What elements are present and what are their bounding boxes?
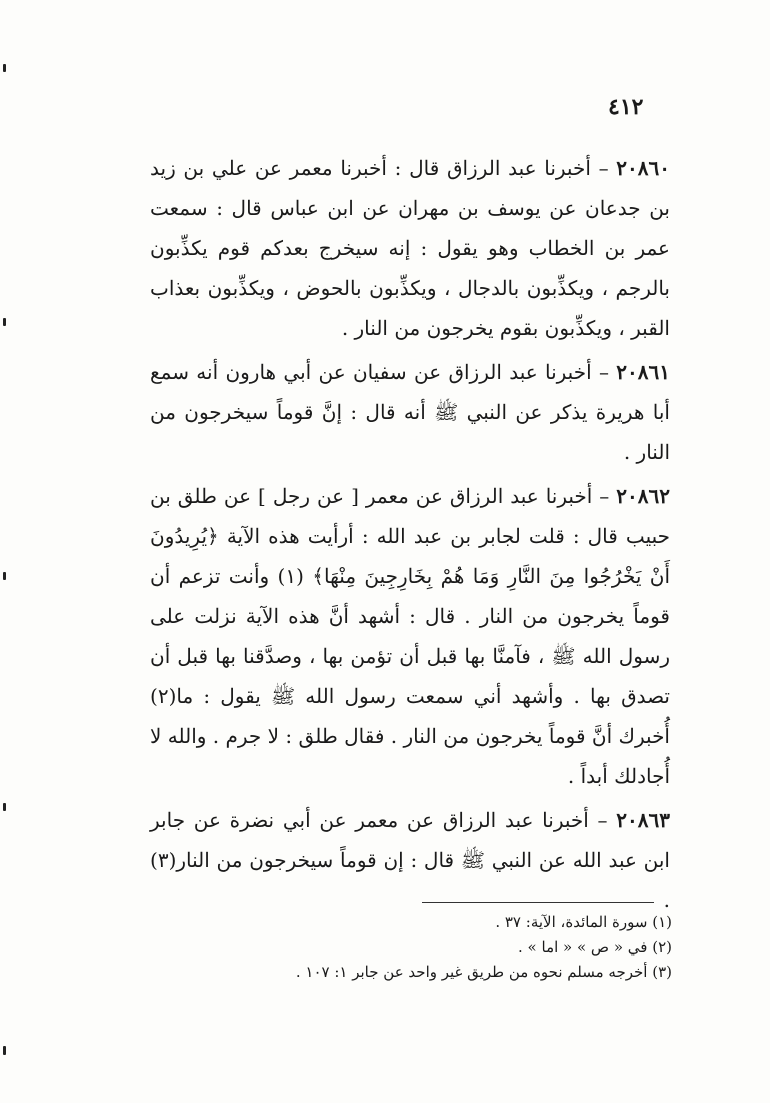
footnote-separator <box>422 902 654 903</box>
hadith-paragraph <box>150 148 670 348</box>
hadith-text: – أخبرنا عبد الرزاق عن معمر عن أبي نضرة عن جابر ابن عبد الله عن النبي ﷺ قال : إن قوماً سيخرجون من النار(٣) . <box>150 808 670 912</box>
footnote: (٣) أخرجه مسلم نحوه من طريق غير واحد عن جابر ١: ١٠٧ . <box>295 963 672 981</box>
margin-mark <box>3 803 6 811</box>
hadith-paragraph <box>150 476 670 796</box>
margin-mark <box>3 318 6 326</box>
margin-mark <box>3 64 6 72</box>
hadith-number: ٢٠٨٦٣ <box>616 808 670 832</box>
footnote: (٢) في « ص » « اما » . <box>518 938 672 956</box>
footnotes <box>150 910 672 985</box>
hadith-number: ٢٠٨٦١ <box>616 360 670 384</box>
page-number: ٤١٢ <box>608 94 644 120</box>
hadith-number: ٢٠٨٦٠ <box>616 156 670 180</box>
hadith-paragraph <box>150 352 670 472</box>
hadith-text: – أخبرنا عبد الرزاق عن سفيان عن أبي هارون أنه سمع أبا هريرة يذكر عن النبي ﷺ أنه قال : إنَّ قوماً سيخرجون من النار . <box>150 360 670 464</box>
margin-mark <box>3 572 6 580</box>
hadith-text: – أخبرنا عبد الرزاق قال : أخبرنا معمر عن علي بن زيد بن جدعان عن يوسف بن مهران عن ابن عباس قال : سمعت عمر بن الخطاب وهو يقول : إنه سيخرج بعدكم قوم يكذِّبون بالرجم ، ويكذِّبون بالدجال ، ويكذِّبون بالحوض ، ويكذِّبون بعذاب القبر ، ويكذِّبون بقوم يخرجون من النار . <box>150 156 670 340</box>
margin-mark <box>3 1046 6 1055</box>
hadith-text: – أخبرنا عبد الرزاق عن معمر [ عن رجل ] عن طلق بن حبيب قال : قلت لجابر بن عبد الله : أرأيت هذه الآية ﴿يُرِيدُونَ أَنْ يَخْرُجُوا مِنَ النَّارِ وَمَا هُمْ بِخَارِجِينَ مِنْهَا﴾ (١) وأنت تزعم أن قوماً يخرجون من النار . قال : أشهد أنَّ هذه الآية نزلت على رسول الله ﷺ ، فآمنَّا بها قبل أن تؤمن بها ، وصدَّقنا بها قبل أن تصدق بها . وأشهد أني سمعت رسول الله ﷺ يقول : ما(٢) أُخبرك أنَّ قوماً يخرجون من النار . فقال طلق : لا جرم . والله لا أُجادلك أبداً . <box>150 484 671 788</box>
hadith-number: ٢٠٨٦٢ <box>616 484 670 508</box>
footnote: (١) سورة المائدة، الآية: ٣٧ . <box>495 913 672 931</box>
